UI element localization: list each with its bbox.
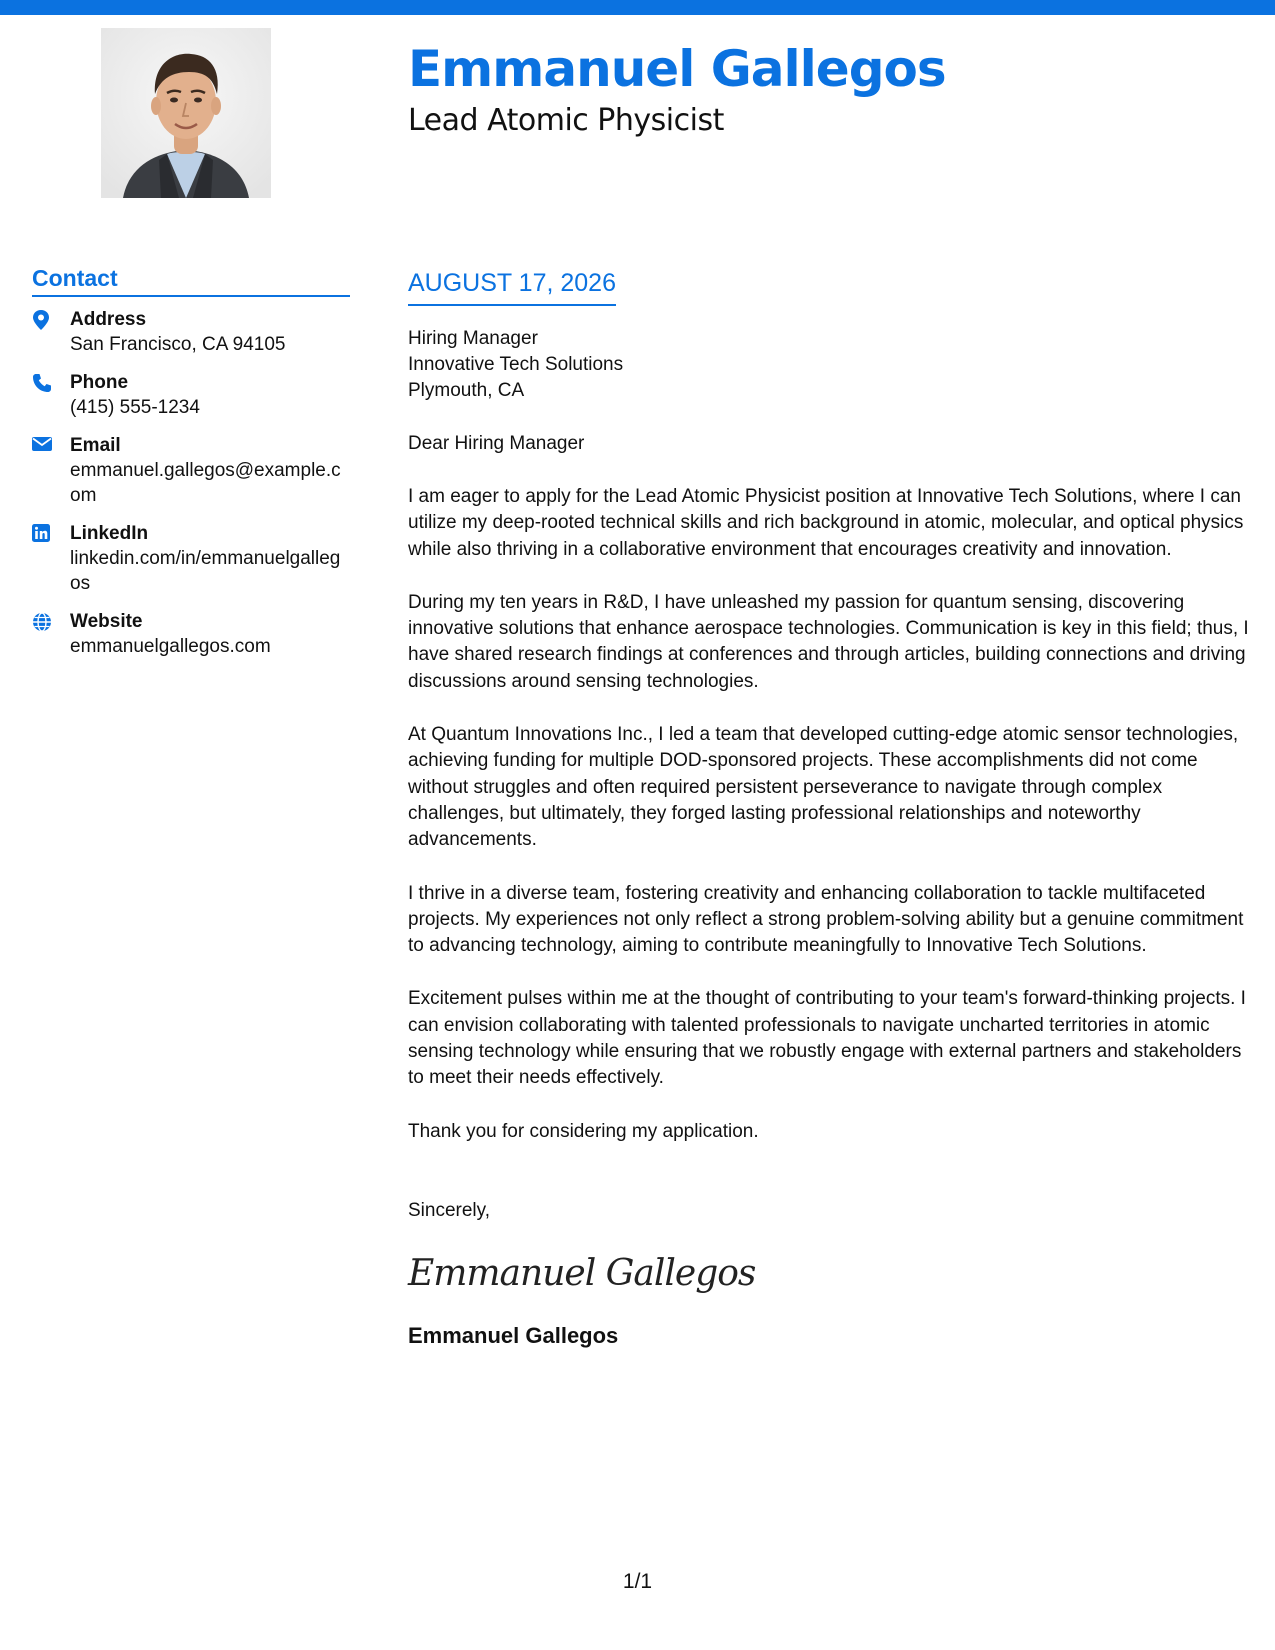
- recipient-name: Hiring Manager: [408, 328, 538, 349]
- website-value[interactable]: emmanuelgallegos.com: [70, 635, 271, 657]
- header-job-title: Lead Atomic Physicist: [408, 103, 724, 138]
- avatar-illustration: [101, 28, 271, 198]
- body-paragraph: Thank you for considering my application.: [408, 1120, 759, 1142]
- body-paragraph: I am eager to apply for the Lead Atomic Physicist position at Innovative Tech Solutions, where I can utilize my deep-rooted technical skills and rich background in atomic, molecular, and optical physics while also thriving in a collaborative environment that encourages creativity and innovation.: [408, 486, 1244, 560]
- contact-item-phone: [32, 370, 350, 420]
- envelope-icon: [32, 433, 70, 508]
- contact-item-email: [32, 433, 350, 508]
- map-pin-icon: [32, 307, 70, 357]
- body-paragraph: At Quantum Innovations Inc., I led a team that developed cutting-edge atomic sensor technologies, achieving funding for multiple DOD-sponsored projects. These accomplishments did not come without struggles and often required persistent perseverance to navigate through complex challenges, but ultimately, they forged lasting professional relationships and noteworthy advancements.: [408, 724, 1239, 851]
- contact-label: LinkedIn: [70, 522, 149, 544]
- handwritten-signature: Emmanuel Gallegos: [408, 1252, 756, 1294]
- contact-item-website: [32, 609, 350, 659]
- contact-list: [32, 307, 350, 659]
- page-number: 1/1: [622, 1570, 653, 1593]
- email-value[interactable]: emmanuel.gallegos@example.com: [70, 459, 341, 506]
- recipient-location: Plymouth, CA: [408, 380, 525, 401]
- profile-photo: [101, 28, 271, 198]
- linkedin-value[interactable]: linkedin.com/in/emmanuelgallegos: [70, 547, 341, 594]
- body-paragraph: During my ten years in R&D, I have unleashed my passion for quantum sensing, discovering innovative solutions that enhance aerospace technologies. Communication is key in this field; thus, I have shared research findings at conferences and through articles, building connections and driving discussions around sensing technologies.: [408, 591, 1249, 692]
- contact-label: Phone: [70, 371, 129, 393]
- recipient-block: [408, 326, 1250, 404]
- contact-label: Website: [70, 610, 143, 632]
- header-name: Emmanuel Gallegos: [408, 40, 946, 98]
- body-paragraph: I thrive in a diverse team, fostering creativity and enhancing collaboration to tackle multifaceted projects. My experiences not only reflect a strong problem-solving ability but a genuine commitment to advancing technology, aiming to contribute meaningfully to Innovative Tech Solutions.: [408, 882, 1244, 957]
- globe-icon: [32, 609, 70, 659]
- signoff-name: Emmanuel Gallegos: [408, 1322, 619, 1348]
- recipient-company: Innovative Tech Solutions: [408, 354, 624, 375]
- address-value: San Francisco, CA 94105: [70, 333, 286, 355]
- contact-label: Email: [70, 434, 121, 456]
- letter-date: AUGUST 17, 2026: [408, 268, 616, 306]
- contact-label: Address: [70, 308, 147, 330]
- closing: Sincerely,: [408, 1199, 491, 1221]
- contact-sidebar: [32, 265, 350, 672]
- phone-icon: [32, 370, 70, 420]
- contact-heading: Contact: [32, 265, 350, 297]
- phone-value[interactable]: (415) 555-1234: [70, 396, 200, 418]
- linkedin-icon: [32, 521, 70, 596]
- contact-item-address: [32, 307, 350, 357]
- salutation: Dear Hiring Manager: [408, 433, 585, 454]
- letter-body: [408, 268, 1250, 1350]
- body-paragraph: Excitement pulses within me at the thought of contributing to your team's forward-thinking projects. I can envision collaborating with talented professionals to navigate uncharted territories in atomic sensing technology while ensuring that we robustly engage with external partners and stakeholders to meet their needs effectively.: [408, 988, 1246, 1089]
- contact-item-linkedin: [32, 521, 350, 596]
- top-accent-bar: [0, 0, 1275, 15]
